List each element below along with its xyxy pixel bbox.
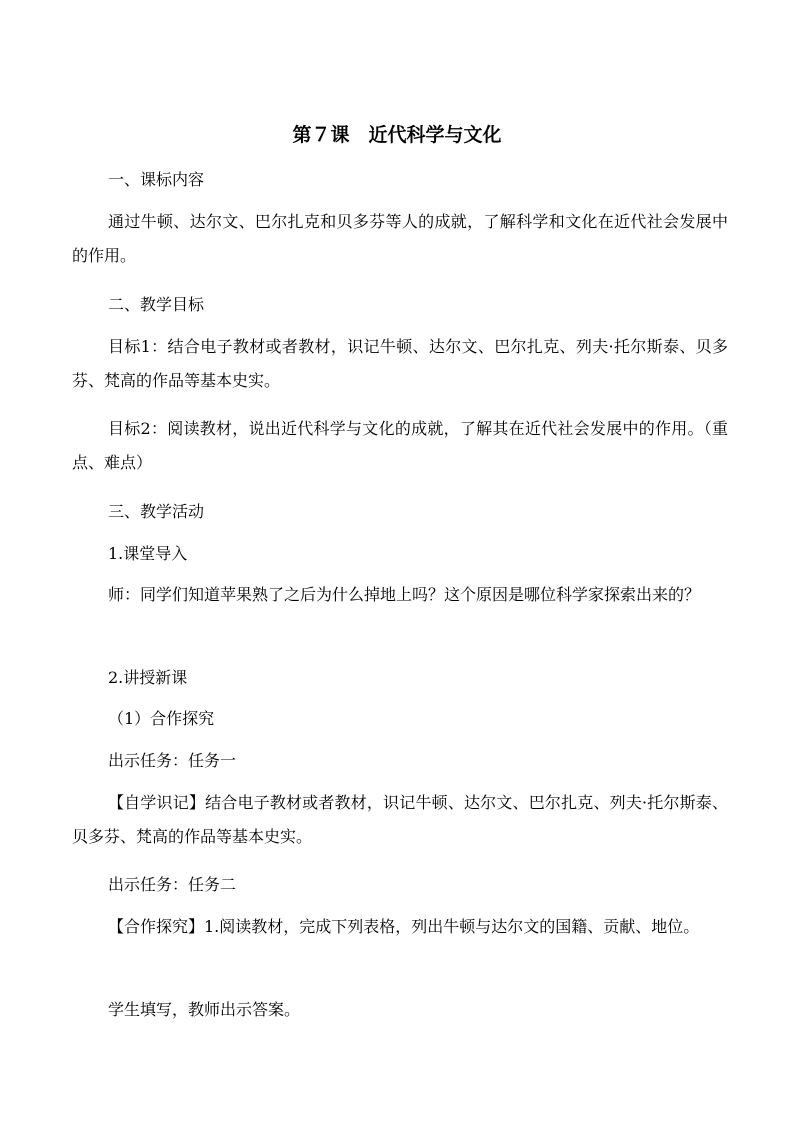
subheading-class-intro: 1.课堂导入 <box>108 544 188 563</box>
section-heading-objectives: 二、教学目标 <box>108 295 205 314</box>
paragraph-teacher-question: 师：同学们知道苹果熟了之后为什么掉地上吗？这个原因是哪位科学家探索出来的？ <box>108 585 701 604</box>
paragraph-cooperative-task: 【合作探究】1.阅读教材，完成下列表格，列出牛顿与达尔文的国籍、贡献、地位。 <box>108 917 700 936</box>
paragraph-objective-1: 目标1：结合电子教材或者教材，识记牛顿、达尔文、巴尔扎克、列夫·托尔斯泰、贝多芬、梵高的作品等基本史实。 <box>72 337 728 390</box>
section-heading-curriculum: 一、课标内容 <box>108 170 205 189</box>
section-heading-activities: 三、教学活动 <box>108 502 205 521</box>
paragraph-student-fill: 学生填写，教师出示答案。 <box>108 1000 301 1019</box>
subheading-cooperative-inquiry: （1）合作探究 <box>108 709 215 728</box>
page-title: 第７课 近代科学与文化 <box>292 124 502 146</box>
paragraph-objective-2: 目标2：阅读教材，说出近代科学与文化的成就，了解其在近代社会发展中的作用。（重点、难点） <box>72 419 728 472</box>
subheading-new-lesson: 2.讲授新课 <box>108 668 188 687</box>
paragraph-task-one: 出示任务：任务一 <box>108 751 237 770</box>
paragraph-self-study: 【自学识记】结合电子教材或者教材，识记牛顿、达尔文、巴尔扎克、列夫·托尔斯泰、贝多芬、梵高的作品等基本史实。 <box>72 793 728 846</box>
paragraph-task-two: 出示任务：任务二 <box>108 875 237 894</box>
paragraph-curriculum-content: 通过牛顿、达尔文、巴尔扎克和贝多芬等人的成就，了解科学和文化在近代社会发展中的作用。 <box>72 212 728 265</box>
